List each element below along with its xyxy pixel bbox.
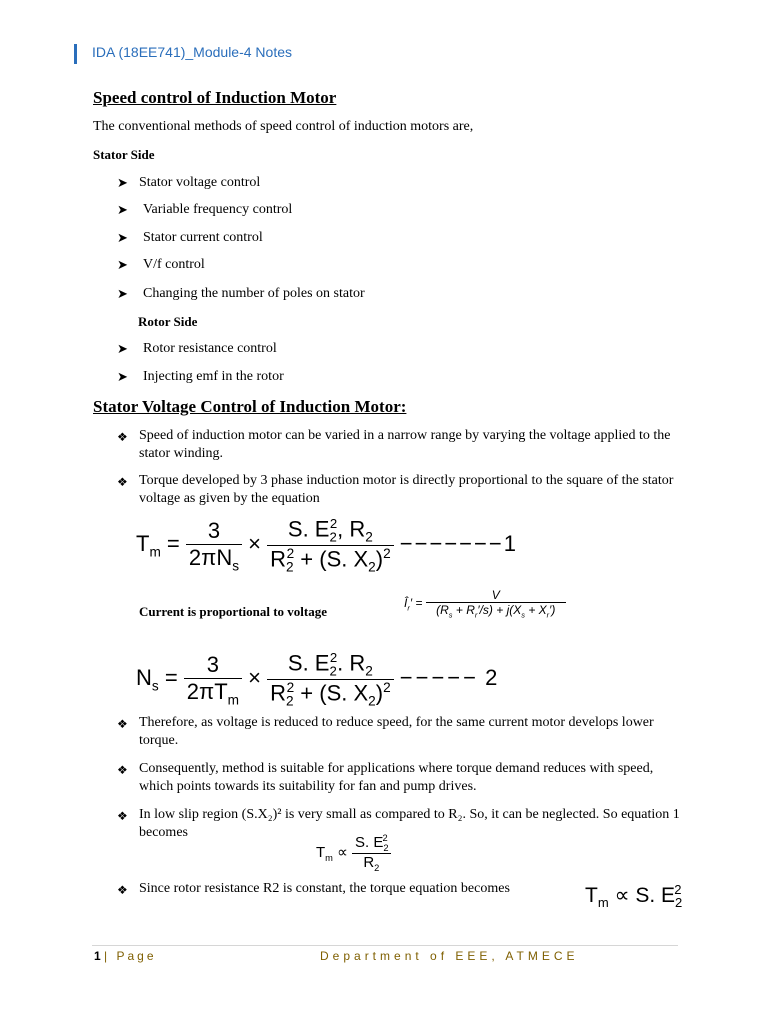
bullet-text-3: Therefore, as voltage is reduced to reduce speed, for the same current motor develops lower torque. [139, 715, 654, 748]
list-item: Injecting emf in the rotor [143, 369, 284, 384]
section-heading-speed-control: Speed control of Induction Motor [93, 88, 337, 107]
footer-page [94, 949, 157, 963]
diamond-bullet-icon: ❖ [117, 475, 128, 489]
bullet-text-4: Consequently, method is suitable for applications where torque demand reduces with speed, which points towards its suitability for fan and pump drives. [139, 761, 654, 794]
diamond-bullet-icon: ❖ [117, 430, 128, 444]
arrow-bullet-icon: ➤ [117, 230, 128, 245]
section-heading-stator-voltage: Stator Voltage Control of Induction Motor: [93, 397, 407, 416]
rotor-side-heading: Rotor Side [138, 314, 198, 329]
equation-tm-proportional-2: $T_m \propto S$. $E_2^2$ [585, 882, 683, 911]
bullet-text-5: In low slip region (S.X₂)² is very small as compared to R₂. So, it can be neglected. So equation 1 becomes [139, 807, 680, 840]
intro-text: The conventional methods of speed control of induction motors are, [93, 119, 474, 134]
arrow-bullet-icon: ➤ [117, 286, 128, 301]
diamond-bullet-icon: ❖ [117, 883, 128, 897]
header-accent-bar [74, 44, 77, 64]
stator-side-heading: Stator Side [93, 147, 155, 162]
equation-1-number: 1 [503, 531, 516, 557]
arrow-bullet-icon: ➤ [117, 369, 128, 384]
arrow-bullet-icon: ➤ [117, 341, 128, 356]
list-item: Rotor resistance control [143, 341, 277, 356]
footer-divider [92, 945, 678, 946]
page-number: 1 [94, 949, 101, 963]
header-title: IDA (18EE741)_Module-4 Notes [92, 44, 292, 60]
diamond-bullet-icon: ❖ [117, 763, 128, 777]
arrow-bullet-icon: ➤ [117, 202, 128, 217]
diamond-bullet-icon: ❖ [117, 809, 128, 823]
page-label: | Page [104, 949, 157, 963]
list-item: Variable frequency control [143, 202, 293, 217]
arrow-bullet-icon: ➤ [117, 175, 128, 190]
equation-2: $N_s$ = $\frac{3}{2\pi T_m}$ × $\frac{S. E_2^2. R_2}{R_2^2 + (S. X_2)^2}$ −−−−− 2 [136, 650, 498, 709]
list-item: Changing the number of poles on stator [143, 286, 365, 301]
list-item: V/f control [143, 257, 205, 272]
equation-1: $T_m$ = $\frac{3}{2\pi N_s}$ × $\frac{S. E_2^2, R_2}{R_2^2 + (S. X_2)^2}$ −−−−−−−1 [136, 516, 516, 575]
list-item: Stator voltage control [139, 175, 261, 190]
bullet-text-6: Since rotor resistance R2 is constant, the torque equation becomes [139, 881, 510, 896]
footer-department: Department of EEE, ATMECE [320, 949, 579, 963]
list-item: Stator current control [143, 230, 263, 245]
bullet-text-2: Torque developed by 3 phase induction motor is directly proportional to the square of the stator voltage as given by the equation [139, 473, 674, 506]
bullet-text-1: Speed of induction motor can be varied in a narrow range by varying the voltage applied to the stator winding. [139, 428, 671, 461]
equation-tm-proportional-1: $T_m$ ∝ $\frac{S. E_2^2}{R_2}$ [316, 833, 391, 873]
current-formula: $Î_r'$ = $\frac{V}{(R_s + R_r'/s) + j(X_s + X_r')}$ [404, 588, 566, 619]
diamond-bullet-icon: ❖ [117, 717, 128, 731]
equation-2-number: 2 [485, 665, 498, 691]
current-proportional-label: Current is proportional to voltage [139, 604, 328, 619]
arrow-bullet-icon: ➤ [117, 257, 128, 272]
